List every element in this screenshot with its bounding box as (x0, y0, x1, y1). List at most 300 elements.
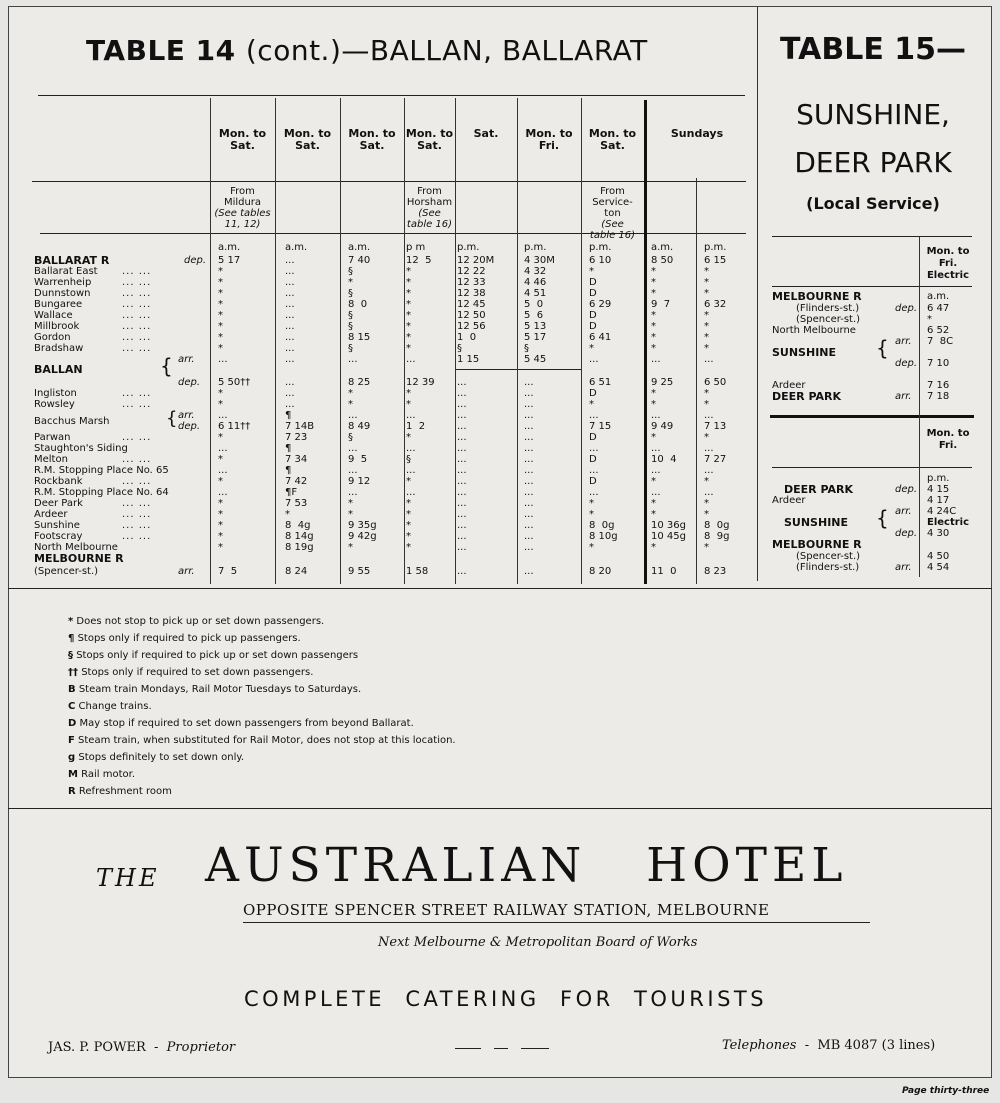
time-cell: § (348, 321, 353, 332)
time-cell: 8 9g (704, 531, 730, 542)
col-rule (404, 98, 405, 584)
time-cell: * (406, 288, 411, 299)
time-cell: 8 23 (704, 566, 727, 577)
advert-location: OPPOSITE SPENCER STREET RAILWAY STATION, MELBOURNE (243, 901, 770, 919)
table15-subtitle-3: (Local Service) (806, 194, 940, 213)
time-cell: 10 4 (651, 454, 677, 465)
time-cell: 9 55 (348, 566, 371, 577)
time-cell: ... (524, 432, 534, 443)
time-cell: ... (348, 354, 358, 365)
time-cell: ... (524, 566, 534, 577)
time-cell: * (704, 343, 709, 354)
footnote-symbol: R (68, 786, 76, 797)
time-cell: ... (457, 498, 467, 509)
time-cell: * (651, 509, 656, 520)
time-cell: * (651, 542, 656, 553)
time-cell: 7 16 (927, 380, 950, 391)
time-cell: 9 25 (651, 377, 674, 388)
time-cell: 7 42 (285, 476, 308, 487)
time-cell: ... (524, 465, 534, 476)
time-cell: * (651, 321, 656, 332)
col-rule (275, 98, 276, 584)
time-cell: 5 13 (524, 321, 547, 332)
time-cell: 4 15 (927, 484, 950, 495)
column-header: Mon. to Sat. (588, 127, 637, 152)
origin-note-line: (See (418, 208, 441, 219)
footnote-symbol: C (68, 701, 76, 712)
station-name: Footscray (34, 531, 83, 542)
time-cell: * (406, 520, 411, 531)
header-line: Electric (926, 270, 970, 281)
time-cell: ... (524, 454, 534, 465)
footnote-item (68, 749, 244, 766)
time-cell: * (406, 277, 411, 288)
time-cell: 12 5 (406, 255, 432, 266)
time-cell: 7 13 (704, 421, 727, 432)
time-cell: 5 17 (218, 255, 241, 266)
arr-dep-mark: dep. (178, 377, 201, 388)
time-cell: * (406, 332, 411, 343)
origin-note-line: ton (604, 208, 621, 219)
time-cell: D (589, 321, 597, 332)
table15-mid-rule (770, 415, 974, 418)
time-cell: ... (651, 410, 661, 421)
time-cell: Electric (927, 517, 970, 528)
station-name: Melton (34, 454, 68, 465)
time-cell: D (589, 310, 597, 321)
station-name: SUNSHINE (784, 516, 849, 529)
table15-title: TABLE 15— (779, 32, 967, 67)
leader-dots: ... ... (122, 321, 152, 332)
time-cell: ... (704, 354, 714, 365)
leader-dots: ... ... (122, 310, 152, 321)
time-cell: 6 32 (704, 299, 727, 310)
leader-dots: ... ... (122, 288, 152, 299)
origin-note-line: Mildura (223, 197, 262, 208)
arr-dep-mark: arr. (895, 562, 912, 573)
time-cell: ... (285, 377, 295, 388)
time-cell: * (218, 476, 223, 487)
time-cell: * (218, 310, 223, 321)
time-cell: * (406, 343, 411, 354)
ampm-label: p.m. (589, 242, 612, 253)
station-name: Ardeer (34, 509, 68, 520)
time-cell: 6 52 (927, 325, 950, 336)
time-cell: 6 29 (589, 299, 612, 310)
time-cell: 8 20 (589, 566, 612, 577)
station-name: DEER PARK (784, 483, 854, 496)
time-cell: 8 14g (285, 531, 314, 542)
time-cell: ... (457, 388, 467, 399)
time-cell: ... (285, 332, 295, 343)
time-cell: 5 45 (524, 354, 547, 365)
ballan-brace: { (160, 354, 173, 378)
time-cell: 8 50 (651, 255, 674, 266)
time-cell: 4 32 (524, 266, 547, 277)
leader-dots: ... ... (122, 299, 152, 310)
time-cell: ... (406, 354, 416, 365)
time-cell: * (218, 266, 223, 277)
time-cell: * (218, 454, 223, 465)
ampm-label: a.m. (285, 242, 308, 253)
time-cell: ¶F (285, 487, 298, 498)
ampm-label: a.m. (348, 242, 371, 253)
ampm-label: p.m. (704, 242, 727, 253)
time-cell: * (218, 299, 223, 310)
time-cell: ... (406, 465, 416, 476)
time-cell: ... (457, 443, 467, 454)
station-name: Rowsley (34, 399, 75, 410)
time-cell: ... (285, 354, 295, 365)
station-name: R.M. Stopping Place No. 65 (34, 465, 169, 476)
station-name: Gordon (34, 332, 71, 343)
time-cell: * (406, 388, 411, 399)
arr-dep-mark: arr. (895, 336, 912, 347)
col-rule (455, 98, 456, 584)
leader-dots: ... ... (122, 454, 152, 465)
time-cell: ... (218, 354, 228, 365)
advert-top-rule (8, 808, 992, 809)
time-cell: ... (285, 266, 295, 277)
time-cell: * (406, 498, 411, 509)
time-cell: ... (285, 310, 295, 321)
time-cell: D (589, 454, 597, 465)
time-cell: 7 8C (927, 336, 954, 347)
time-cell: ... (285, 343, 295, 354)
time-cell: 8 0g (589, 520, 615, 531)
ampm-label: p.m. (457, 242, 480, 253)
time-cell: ... (589, 354, 599, 365)
footnote-symbol: g (68, 752, 76, 763)
time-cell: § (348, 343, 353, 354)
origin-note-line: (See tables (214, 208, 271, 219)
time-cell: ... (589, 487, 599, 498)
time-cell: 6 10 (589, 255, 612, 266)
arr-dep-mark: arr. (895, 506, 912, 517)
station-name: Bacchus Marsh (34, 416, 110, 427)
time-cell: * (651, 277, 656, 288)
time-cell: * (285, 509, 290, 520)
origin-note (581, 186, 644, 241)
time-cell: D (589, 476, 597, 487)
station-name: North Melbourne (34, 542, 118, 553)
footnote-item (68, 783, 172, 800)
time-cell: D (589, 432, 597, 443)
time-cell: * (218, 343, 223, 354)
time-cell: 6 11†† (218, 421, 251, 432)
time-cell: * (218, 542, 223, 553)
time-cell: * (704, 310, 709, 321)
time-cell: 7 10 (927, 358, 950, 369)
time-cell: 4 51 (524, 288, 547, 299)
footnote-text: Stops definitely to set down only. (78, 752, 245, 763)
arr-dep-mark: dep. (895, 528, 918, 539)
arr-dep-mark: dep. (184, 255, 207, 266)
time-cell: * (348, 277, 353, 288)
table15-col-rule (919, 237, 920, 577)
footnote-symbol: M (68, 769, 78, 780)
time-cell: * (406, 321, 411, 332)
time-cell: § (348, 288, 353, 299)
time-cell: 4 54 (927, 562, 950, 573)
arr-dep-mark: arr. (178, 566, 195, 577)
time-cell: 7 23 (285, 432, 308, 443)
time-cell: * (218, 509, 223, 520)
time-cell: 12 33 (457, 277, 486, 288)
time-cell: * (704, 321, 709, 332)
time-cell: ... (348, 410, 358, 421)
time-cell: ... (218, 443, 228, 454)
time-cell: ... (218, 410, 228, 421)
table15-column-header (920, 246, 976, 282)
time-cell: * (348, 388, 353, 399)
footnote-item (68, 698, 152, 715)
time-cell: * (218, 288, 223, 299)
time-cell: ... (285, 299, 295, 310)
time-cell: * (651, 498, 656, 509)
time-cell: ... (589, 465, 599, 476)
table14-top-rule (38, 95, 745, 96)
column-header: Mon. to Fri. (525, 127, 573, 152)
arr-dep-mark: dep. (895, 358, 918, 369)
station-name: MELBOURNE R (34, 552, 124, 565)
time-cell: 1 58 (406, 566, 429, 577)
leader-dots: ... ... (122, 388, 152, 399)
advert-dash (521, 1048, 549, 1049)
station-name: R.M. Stopping Place No. 64 (34, 487, 169, 498)
column-header: Mon. to Sat. (405, 127, 454, 152)
time-cell: ... (457, 410, 467, 421)
sundays-rule (644, 100, 647, 584)
time-cell: * (406, 266, 411, 277)
time-cell: ... (348, 443, 358, 454)
column-header: Mon. to Sat. (283, 127, 332, 152)
time-cell: ... (457, 399, 467, 410)
time-cell: ... (524, 520, 534, 531)
time-cell: ¶ (285, 465, 292, 476)
ampm-label: a.m. (651, 242, 674, 253)
time-cell: 1 0 (457, 332, 477, 343)
time-cell: ... (524, 509, 534, 520)
advert-telephones: Telephones - MB 4087 (3 lines) (722, 1038, 936, 1053)
time-cell: * (704, 332, 709, 343)
arr-dep-mark: arr. (178, 410, 195, 421)
table15-subtitle-1: SUNSHINE, (796, 98, 950, 131)
table15-column-header-2 (920, 428, 976, 452)
leader-dots: ... ... (122, 432, 152, 443)
footnote-text: Does not stop to pick up or set down passengers. (76, 616, 325, 627)
time-cell: D (589, 388, 597, 399)
station-name: Bungaree (34, 299, 83, 310)
time-cell: ... (524, 377, 534, 388)
time-cell: 12 20M (457, 255, 495, 266)
time-cell: ... (285, 399, 295, 410)
time-cell: ... (524, 498, 534, 509)
arr-dep-mark: dep. (895, 303, 918, 314)
time-cell: 7 5 (218, 566, 238, 577)
time-cell: 4 30M (524, 255, 555, 266)
table15-rule (772, 286, 972, 287)
time-cell: 12 56 (457, 321, 486, 332)
time-cell: * (348, 399, 353, 410)
time-cell: 6 47 (927, 303, 950, 314)
time-cell: a.m. (927, 291, 950, 302)
footnote-text: Stops only if required to pick up or set down passengers (76, 650, 359, 661)
time-cell: * (927, 314, 932, 325)
time-cell: * (651, 266, 656, 277)
time-cell: ... (348, 465, 358, 476)
footnote-symbol: * (68, 616, 74, 627)
time-cell: ... (457, 531, 467, 542)
time-cell: * (651, 288, 656, 299)
station-name: (Spencer-st.) (796, 314, 861, 325)
time-cell: * (218, 321, 223, 332)
time-cell: ... (524, 421, 534, 432)
time-cell: * (406, 399, 411, 410)
leader-dots: ... ... (122, 498, 152, 509)
time-cell: 7 14B (285, 421, 315, 432)
time-cell: 4 24C (927, 506, 957, 517)
time-cell: D (589, 277, 597, 288)
time-cell: * (406, 310, 411, 321)
time-cell: * (406, 299, 411, 310)
time-cell: ... (524, 410, 534, 421)
time-cell: ... (651, 443, 661, 454)
ampm-label: p.m. (524, 242, 547, 253)
time-cell: 8 19g (285, 542, 314, 553)
time-cell: 6 50 (704, 377, 727, 388)
time-cell: 12 50 (457, 310, 486, 321)
time-cell: ... (589, 443, 599, 454)
station-name: (Spencer-st.) (796, 551, 861, 562)
leader-dots: ... ... (122, 509, 152, 520)
time-cell: § (348, 432, 353, 443)
header-line: Fri. (938, 440, 958, 451)
time-cell: 8 15 (348, 332, 371, 343)
time-cell: * (589, 498, 594, 509)
station-name: Wallace (34, 310, 73, 321)
time-cell: * (651, 332, 656, 343)
time-cell: 9 12 (348, 476, 371, 487)
origin-note-line: table 16) (406, 219, 453, 230)
time-cell: 5 0 (524, 299, 544, 310)
time-cell: * (704, 266, 709, 277)
time-cell: 7 53 (285, 498, 308, 509)
footnote-item (68, 681, 361, 698)
time-cell: ... (406, 487, 416, 498)
time-cell: ... (457, 509, 467, 520)
time-cell: ... (285, 255, 295, 266)
table14-title: TABLE 14 (cont.)—BALLAN, BALLARAT (86, 34, 648, 67)
time-cell: § (348, 310, 353, 321)
bacchus-brace: { (166, 408, 178, 429)
time-cell: 1 2 (406, 421, 426, 432)
table15-rule (772, 467, 972, 468)
time-cell: 6 51 (589, 377, 612, 388)
station-name: Parwan (34, 432, 71, 443)
time-cell: * (589, 542, 594, 553)
leader-dots: ... ... (122, 332, 152, 343)
leader-dots: ... ... (122, 399, 152, 410)
time-cell: 12 45 (457, 299, 486, 310)
time-cell: * (589, 266, 594, 277)
time-cell: * (406, 542, 411, 553)
origin-note-line: 11, 12) (224, 219, 261, 230)
footnote-text: Stops only if required to pick up passengers. (77, 633, 301, 644)
column-header: Mon. to Sat. (348, 127, 396, 152)
time-cell: 7 27 (704, 454, 727, 465)
advert-underline (243, 922, 870, 923)
time-cell: 8 0 (348, 299, 368, 310)
time-cell: * (218, 332, 223, 343)
footnote-symbol: F (68, 735, 75, 746)
station-name: Deer Park (34, 498, 83, 509)
header-line: Mon. to (926, 428, 970, 439)
time-cell: * (651, 388, 656, 399)
time-cell: 8 0g (704, 520, 730, 531)
time-cell: 9 35g (348, 520, 377, 531)
time-cell: ... (524, 487, 534, 498)
time-cell: 4 17 (927, 495, 950, 506)
leader-dots: ... ... (122, 277, 152, 288)
time-cell: 5 6 (524, 310, 544, 321)
station-name: Ardeer (772, 495, 806, 506)
station-name: North Melbourne (772, 325, 856, 336)
station-name: Warrenheip (34, 277, 92, 288)
time-cell: ... (457, 454, 467, 465)
leader-dots: ... ... (122, 531, 152, 542)
advert-catering: COMPLETE CATERING FOR TOURISTS (244, 987, 768, 1011)
time-cell: * (704, 509, 709, 520)
footnote-top-rule (8, 588, 992, 589)
column-header: Sat. (473, 127, 499, 140)
time-cell: ... (651, 354, 661, 365)
station-name: BALLAN (34, 363, 83, 376)
time-cell: 10 36g (651, 520, 686, 531)
time-cell: * (651, 476, 656, 487)
time-cell: 5 50†† (218, 377, 251, 388)
leader-dots: ... ... (122, 520, 152, 531)
time-cell: 9 5 (348, 454, 368, 465)
station-name: Rockbank (34, 476, 83, 487)
advert-hotel-name: AUSTRALIAN HOTEL (205, 838, 848, 893)
time-cell: * (218, 399, 223, 410)
origin-note-line: From (417, 186, 442, 197)
leader-dots: ... ... (122, 266, 152, 277)
time-cell: 8 25 (348, 377, 371, 388)
station-name: (Flinders-st.) (796, 562, 860, 573)
time-cell: 12 22 (457, 266, 486, 277)
time-cell: D (589, 288, 597, 299)
time-cell: * (406, 476, 411, 487)
time-cell: ... (704, 410, 714, 421)
time-cell: ... (348, 487, 358, 498)
time-cell: * (218, 388, 223, 399)
col-rule (210, 98, 211, 584)
time-cell: * (704, 277, 709, 288)
time-cell: * (218, 531, 223, 542)
table-divider (757, 6, 758, 581)
time-cell: * (651, 343, 656, 354)
time-cell: ... (704, 487, 714, 498)
origin-note (210, 186, 275, 230)
time-cell: * (704, 542, 709, 553)
ampm-label: a.m. (218, 242, 241, 253)
station-name: DEER PARK (772, 390, 842, 403)
column-header: Mon. to Sat. (218, 127, 267, 152)
advert-proprietor: JAS. P. POWER - Proprietor (48, 1040, 236, 1055)
time-cell: 8 4g (285, 520, 311, 531)
